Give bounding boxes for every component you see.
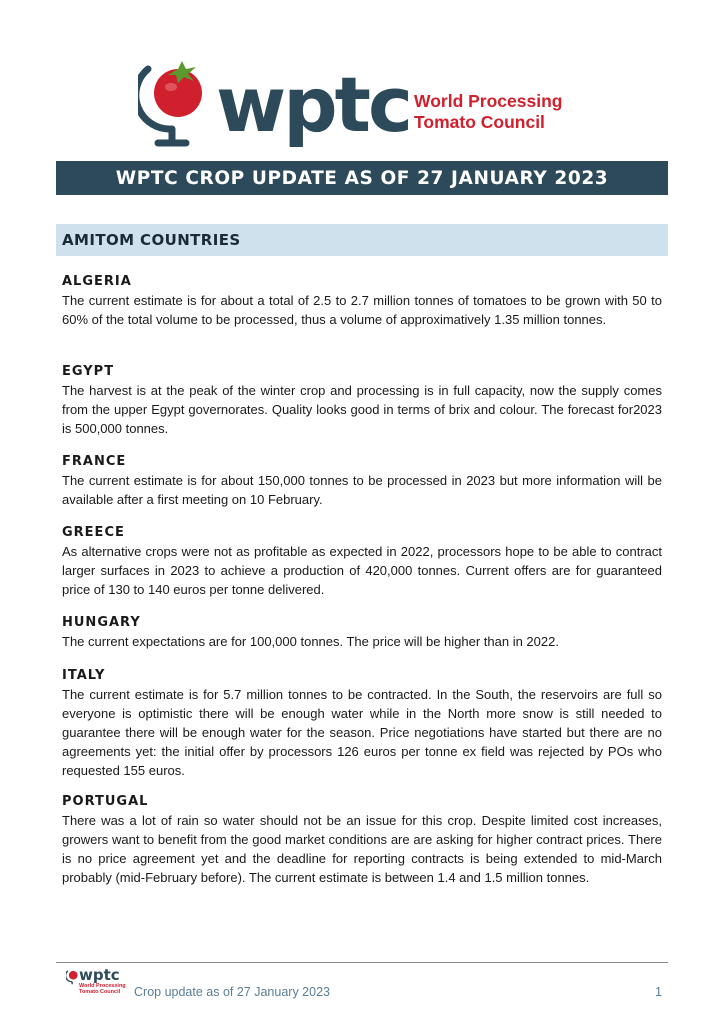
country-heading: ITALY <box>62 668 106 683</box>
footer-text: Crop update as of 27 January 2023 <box>134 985 330 999</box>
tomato-globe-icon <box>138 55 210 151</box>
footer-logo-line1: World Processing <box>79 983 126 989</box>
footer-logo-subtitle <box>79 983 126 995</box>
country-text: The current estimate is for about 150,000 tonnes to be processed in 2023 but more information will be available after a first meeting on 10 February. <box>62 473 662 507</box>
country-text: There was a lot of rain so water should not be an issue for this crop. Despite limited cost increases, growers want to benefit from the good market conditions are are asking for higher contract prices. There is no price agreement yet and the deadline for reporting contracts is being extended to mid-March probably (mid-February before). The current estimate is between 1.4 and 1.5 million tonnes. <box>62 813 662 885</box>
country-heading: GREECE <box>62 525 125 540</box>
country-portugal <box>62 793 662 887</box>
logo-subtitle-line2: Tomato Council <box>414 112 545 132</box>
footer-logo-wordmark: wptc <box>79 966 120 984</box>
footer-logo-line2: Tomato Council <box>79 989 121 995</box>
wptc-logo <box>138 55 598 155</box>
country-egypt <box>62 363 662 438</box>
country-text: The current estimate is for 5.7 million tonnes to be contracted. In the South, the reservoirs are full so everyone is optimistic there will be enough water while in the North more snow is still needed to guarantee there will be enough water for the season. Price negotiations have started but there are no agreements yet: the initial offer by processors 126 euros per tonne ex field was rejected by POs who requested 155 euros. <box>62 687 662 778</box>
country-hungary <box>62 614 662 651</box>
page-number: 1 <box>655 985 662 999</box>
logo-subtitle-line1: World Processing <box>414 91 563 111</box>
country-greece <box>62 524 662 599</box>
country-heading: PORTUGAL <box>62 794 149 809</box>
country-italy <box>62 667 662 780</box>
title-banner <box>56 161 668 195</box>
country-algeria <box>62 273 662 329</box>
logo-subtitle <box>414 91 562 133</box>
footer-divider <box>56 962 668 963</box>
country-text: The current expectations are for 100,000 tonnes. The price will be higher than in 2022. <box>62 634 559 649</box>
country-text: The current estimate is for about a total of 2.5 to 2.7 million tonnes of tomatoes to be grown with 50 to 60% of the total volume to be processed, thus a volume of approximatively 1.35 million tonnes. <box>62 293 662 327</box>
country-text: The harvest is at the peak of the winter crop and processing is in full capacity, now the supply comes from the upper Egypt governorates. Quality looks good in terms of brix and colour. The forecast for2023 is 500,000 tonnes. <box>62 383 662 436</box>
country-heading: EGYPT <box>62 364 115 379</box>
country-text: As alternative crops were not as profitable as expected in 2022, processors hope to be able to contract larger surfaces in 2023 to achieve a production of 420,000 tonnes. Current offers are for guaranteed price of 130 to 140 euros per tonne delivered. <box>62 544 662 597</box>
section-title: AMITOM COUNTRIES <box>62 231 241 249</box>
country-heading: ALGERIA <box>62 274 132 289</box>
page-title: WPTC CROP UPDATE AS OF 27 JANUARY 2023 <box>115 167 609 189</box>
country-france <box>62 453 662 509</box>
tomato-globe-icon <box>66 968 79 986</box>
section-header <box>56 224 668 256</box>
logo-wordmark: wptc <box>216 60 410 149</box>
footer-logo <box>66 966 126 998</box>
country-heading: FRANCE <box>62 454 127 469</box>
country-heading: HUNGARY <box>62 615 141 630</box>
